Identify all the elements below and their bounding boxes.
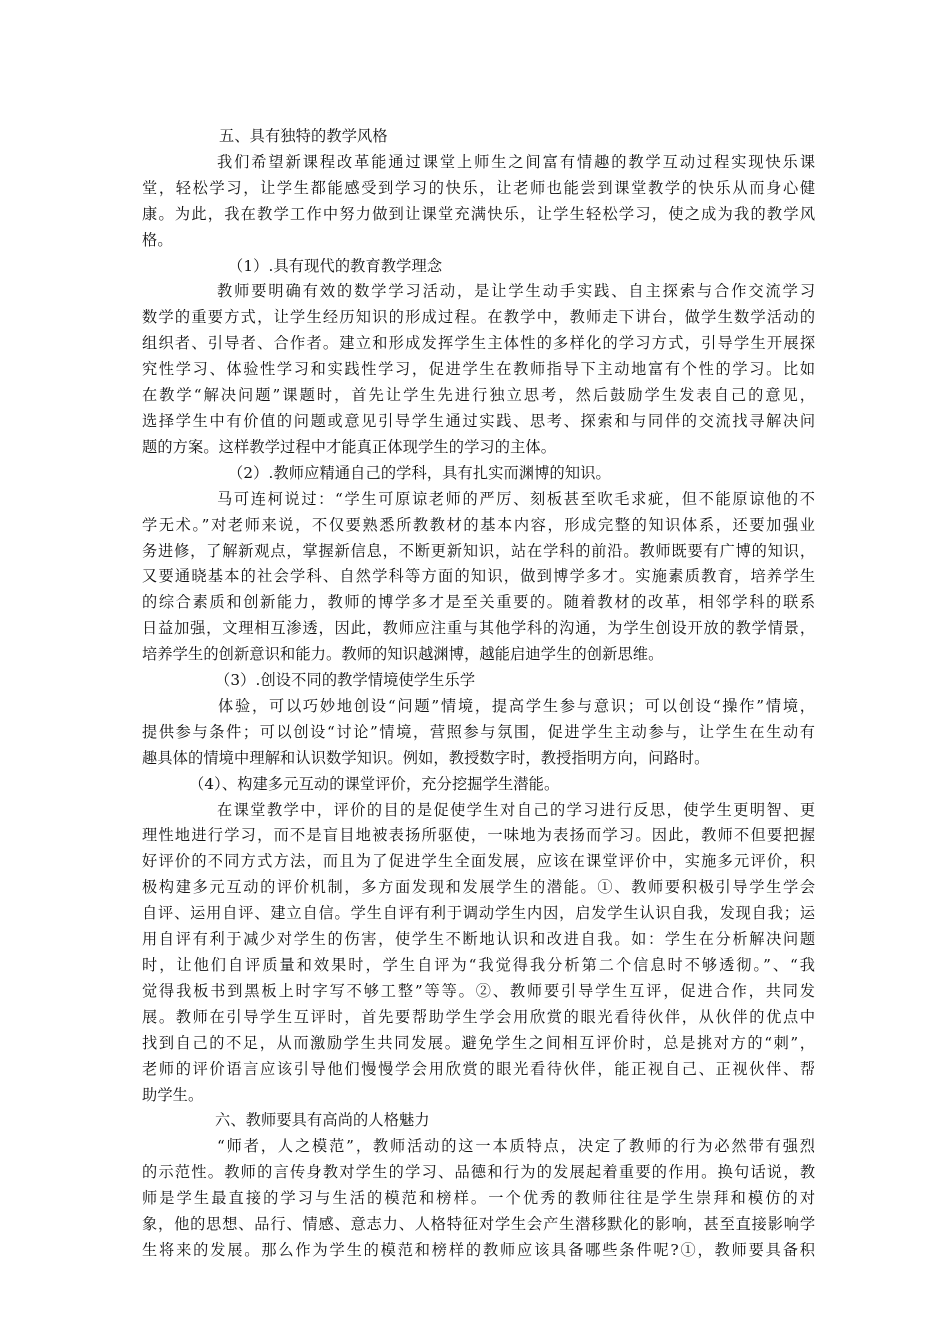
text-line: 康。为此，我在教学工作中努力做到让课堂充满快乐，让学生轻松学习，使之成为我的教学风 (142, 204, 815, 223)
text-line: 六、教师要具有高尚的人格魅力 (215, 1111, 430, 1130)
text-line: 堂，轻松学习，让学生都能感受到学习的快乐，让老师也能尝到课堂教学的快乐从而身心健 (142, 178, 815, 197)
text-line: 提供参与条件；可以创设“讨论”情境，营照参与氛围，促进学生主动参与，让学生在生动有 (142, 722, 815, 741)
text-line: （1）.具有现代的教育教学理念 (228, 256, 443, 275)
text-line: 极构建多元互动的评价机制，多方面发现和发展学生的潜能。①、教师要积极引导学生学会 (142, 878, 815, 897)
text-line: 趣具体的情境中理解和认识数学知识。例如，教授数字时，教授指明方向，问路时。 (142, 748, 710, 767)
text-line: 找到自己的不足，从而激励学生共同发展。避免学生之间相互评价时，总是挑对方的“刺”， (142, 1033, 815, 1052)
text-line: 又要通晓基本的社会学科、自然学科等方面的知识，做到博学多才。实施素质教育，培养学生 (142, 567, 815, 586)
text-line: 的综合素质和创新能力，教师的博学多才是至关重要的。随着教材的改革，相邻学科的联系 (142, 593, 815, 612)
text-line: 题的方案。这样教学过程中才能真正体现学生的学习的主体。 (142, 437, 557, 456)
text-line: 展。教师在引导学生互评时，首先要帮助学生学会用欣赏的眼光看待伙伴，从伙伴的优点中 (142, 1007, 815, 1026)
text-line: 日益加强，文理相互渗透，因此，教师应注重与其他学科的沟通，为学生创设开放的教学情景， (142, 619, 815, 638)
text-line: “师者，人之模范”，教师活动的这一本质特点，决定了教师的行为必然带有强烈 (217, 1137, 815, 1156)
text-line: 时，让他们自评质量和效果时，学生自评为“我觉得我分析第二个信息时不够透彻。”、“我 (142, 956, 815, 974)
text-line: 究性学习、体验性学习和实践性学习，促进学生在教师指导下主动地富有个性的学习。比如 (142, 360, 815, 379)
text-line: 生将来的发展。那么作为学生的模范和榜样的教师应该具备哪些条件呢?①，教师要具备积 (142, 1240, 815, 1259)
text-line: 体验，可以巧妙地创设“问题”情境，提高学生参与意识；可以创设“操作”情境， (218, 696, 815, 715)
text-line: 数学的重要方式，让学生经历知识的形成过程。在教学中，教师走下讲台，做学生数学活动的 (142, 308, 815, 327)
text-line: 培养学生的创新意识和能力。教师的知识越渊博，越能启迪学生的创新思维。 (142, 645, 664, 664)
text-line: 务进修，了解新观点，掌握新信息，不断更新知识，站在学科的前沿。教师既要有广博的知识， (142, 541, 815, 560)
text-line: （4）、构建多元互动的课堂评价，充分挖掘学生潜能。 (189, 774, 560, 793)
text-line: （3）.创设不同的教学情境使学生乐学 (215, 671, 476, 690)
text-line: 五、具有独特的教学风格 (219, 127, 388, 145)
text-line: 好评价的不同方式方法，而且为了促进学生全面发展，应该在课堂评价中，实施多元评价，积 (142, 852, 815, 871)
text-line: 用自评有利于减少对学生的伤害，使学生不断地认识和改进自我。如：学生在分析解决问题 (142, 930, 815, 949)
text-line: 象，他的思想、品行、情感、意志力、人格特征对学生会产生潜移默化的影响，甚至直接影响学 (142, 1215, 815, 1234)
text-line: （2）.教师应精通自己的学科，具有扎实而渊博的知识。 (228, 463, 611, 482)
text-line: 组织者、引导者、合作者。建立和形成发挥学生主体性的多样化的学习方式，引导学生开展探 (142, 334, 815, 353)
text-line: 师是学生最直接的学习与生活的模范和榜样。一个优秀的教师往往是学生崇拜和模仿的对 (142, 1189, 815, 1208)
text-line: 的示范性。教师的言传身教对学生的学习、品德和行为的发展起着重要的作用。换句话说，教 (142, 1163, 815, 1182)
text-line: 觉得我板书到黑板上时字写不够工整”等等。②、教师要引导学生互评，促进合作，共同发 (142, 981, 815, 1000)
document-page (142, 124, 815, 1264)
text-line: 教师要明确有效的数学学习活动，是让学生动手实践、自主探索与合作交流学习 (217, 282, 815, 301)
text-line: 学无术。”对老师来说，不仅要熟悉所教教材的基本内容，形成完整的知识体系，还要加强业 (142, 515, 815, 534)
text-line: 自评、运用自评、建立自信。学生自评有利于调动学生内因，启发学生认识自我，发现自我；运 (142, 904, 815, 923)
text-line: 在教学“解决问题”课题时，首先让学生先进行独立思考，然后鼓励学生发表自己的意见， (142, 386, 815, 405)
text-line: 理性地进行学习，而不是盲目地被表扬所驱使，一味地为表扬而学习。因此，教师不但要把握 (142, 826, 815, 845)
text-line: 我们希望新课程改革能通过课堂上师生之间富有情趣的教学互动过程实现快乐课 (217, 152, 815, 171)
text-line: 在课堂教学中，评价的目的是促使学生对自己的学习进行反思，使学生更明智、更 (217, 800, 815, 819)
text-line: 老师的评价语言应该引导他们慢慢学会用欣赏的眼光看待伙伴，能正视自己、正视伙伴、帮 (142, 1059, 815, 1078)
text-line: 助学生。 (142, 1085, 204, 1104)
text-line: 格。 (142, 230, 173, 249)
text-line: 马可连柯说过：“学生可原谅老师的严厉、刻板甚至吹毛求疵，但不能原谅他的不 (217, 489, 815, 508)
text-line: 选择学生中有价值的问题或意见引导学生通过实践、思考、探索和与同伴的交流找寻解决问 (142, 411, 815, 430)
